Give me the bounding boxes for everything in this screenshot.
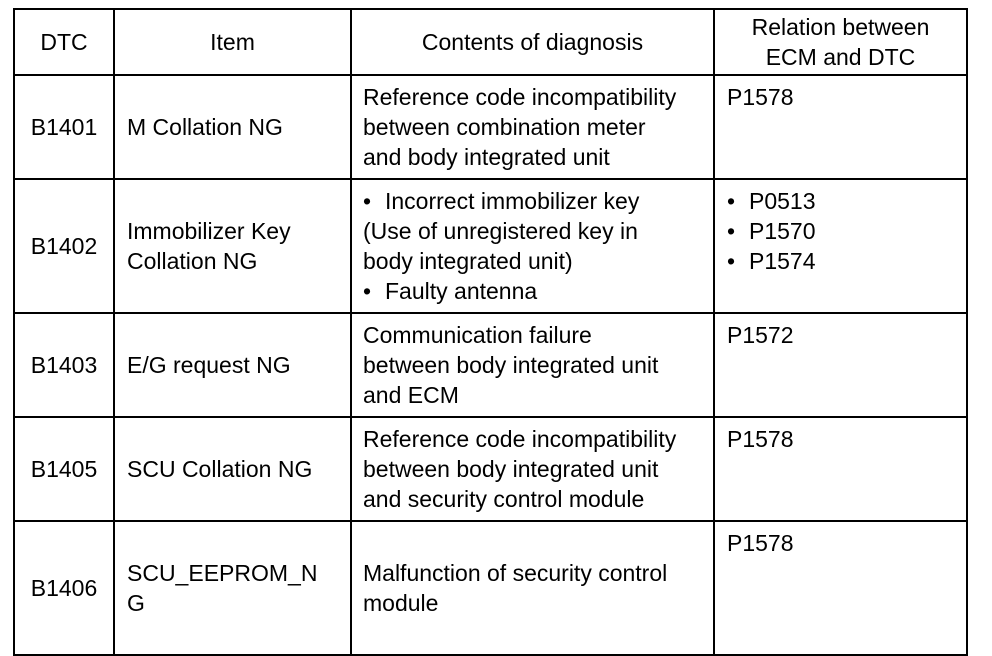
- contents-cell: [351, 417, 714, 521]
- table-row: [14, 75, 967, 179]
- relation-cell: [714, 313, 967, 417]
- dtc-code: B1403: [14, 313, 114, 417]
- item-cell: [114, 179, 351, 313]
- header-relation: [714, 9, 967, 75]
- relation-bullet-line: [727, 246, 956, 276]
- contents-line: Incorrect immobilizer key: [385, 188, 640, 214]
- relation-code: P0513: [749, 188, 816, 214]
- contents-line: Reference code incompatibility: [363, 426, 677, 452]
- contents-line: Faulty antenna: [385, 278, 538, 304]
- relation-code: P1578: [727, 530, 794, 556]
- relation-cell: [714, 179, 967, 313]
- item-line: G: [127, 590, 145, 616]
- item-line: E/G request NG: [127, 352, 291, 378]
- item-cell: [114, 417, 351, 521]
- relation-code: P1574: [749, 248, 816, 274]
- item-line: SCU_EEPROM_N: [127, 560, 318, 586]
- item-line: SCU Collation NG: [127, 456, 313, 482]
- header-row: [14, 9, 967, 75]
- contents-line: module: [363, 590, 439, 616]
- table-row: [14, 417, 967, 521]
- item-cell: [114, 521, 351, 655]
- dtc-code: B1406: [14, 521, 114, 655]
- bullet-icon: •: [727, 248, 736, 274]
- header-relation-line2: ECM and DTC: [765, 44, 916, 70]
- item-cell: [114, 75, 351, 179]
- table-row: [14, 521, 967, 655]
- header-relation-line1: Relation between: [751, 14, 930, 40]
- contents-cell: [351, 75, 714, 179]
- contents-line: Reference code incompatibility: [363, 84, 677, 110]
- relation-code: P1570: [749, 218, 816, 244]
- relation-bullet-line: [727, 216, 956, 246]
- bullet-icon: •: [363, 278, 372, 304]
- contents-line: (Use of unregistered key in: [363, 218, 638, 244]
- dtc-code: B1405: [14, 417, 114, 521]
- header-dtc: DTC: [14, 9, 114, 75]
- header-item: Item: [114, 9, 351, 75]
- table-row: [14, 313, 967, 417]
- contents-line: and body integrated unit: [363, 144, 610, 170]
- contents-cell: [351, 313, 714, 417]
- relation-code: P1578: [727, 426, 794, 452]
- item-line: M Collation NG: [127, 114, 283, 140]
- relation-bullet-line: [727, 186, 956, 216]
- contents-bullet-line: [363, 186, 703, 216]
- item-line: Collation NG: [127, 248, 258, 274]
- table-row: [14, 179, 967, 313]
- relation-cell: [714, 417, 967, 521]
- contents-cell: [351, 521, 714, 655]
- header-contents: Contents of diagnosis: [351, 9, 714, 75]
- item-line: Immobilizer Key: [127, 218, 291, 244]
- contents-line: and security control module: [363, 486, 645, 512]
- contents-line: between combination meter: [363, 114, 646, 140]
- bullet-icon: •: [727, 188, 736, 214]
- relation-code: P1578: [727, 84, 794, 110]
- dtc-code: B1402: [14, 179, 114, 313]
- item-cell: [114, 313, 351, 417]
- contents-bullet-line: [363, 276, 703, 306]
- contents-cell: [351, 179, 714, 313]
- contents-line: and ECM: [363, 382, 459, 408]
- bullet-icon: •: [363, 188, 372, 214]
- relation-cell: [714, 521, 967, 655]
- contents-line: Communication failure: [363, 322, 592, 348]
- contents-line: body integrated unit): [363, 248, 573, 274]
- bullet-icon: •: [727, 218, 736, 244]
- relation-code: P1572: [727, 322, 794, 348]
- contents-line: between body integrated unit: [363, 456, 659, 482]
- relation-cell: [714, 75, 967, 179]
- dtc-table: [13, 8, 968, 656]
- contents-line: Malfunction of security control: [363, 560, 668, 586]
- contents-line: between body integrated unit: [363, 352, 659, 378]
- dtc-code: B1401: [14, 75, 114, 179]
